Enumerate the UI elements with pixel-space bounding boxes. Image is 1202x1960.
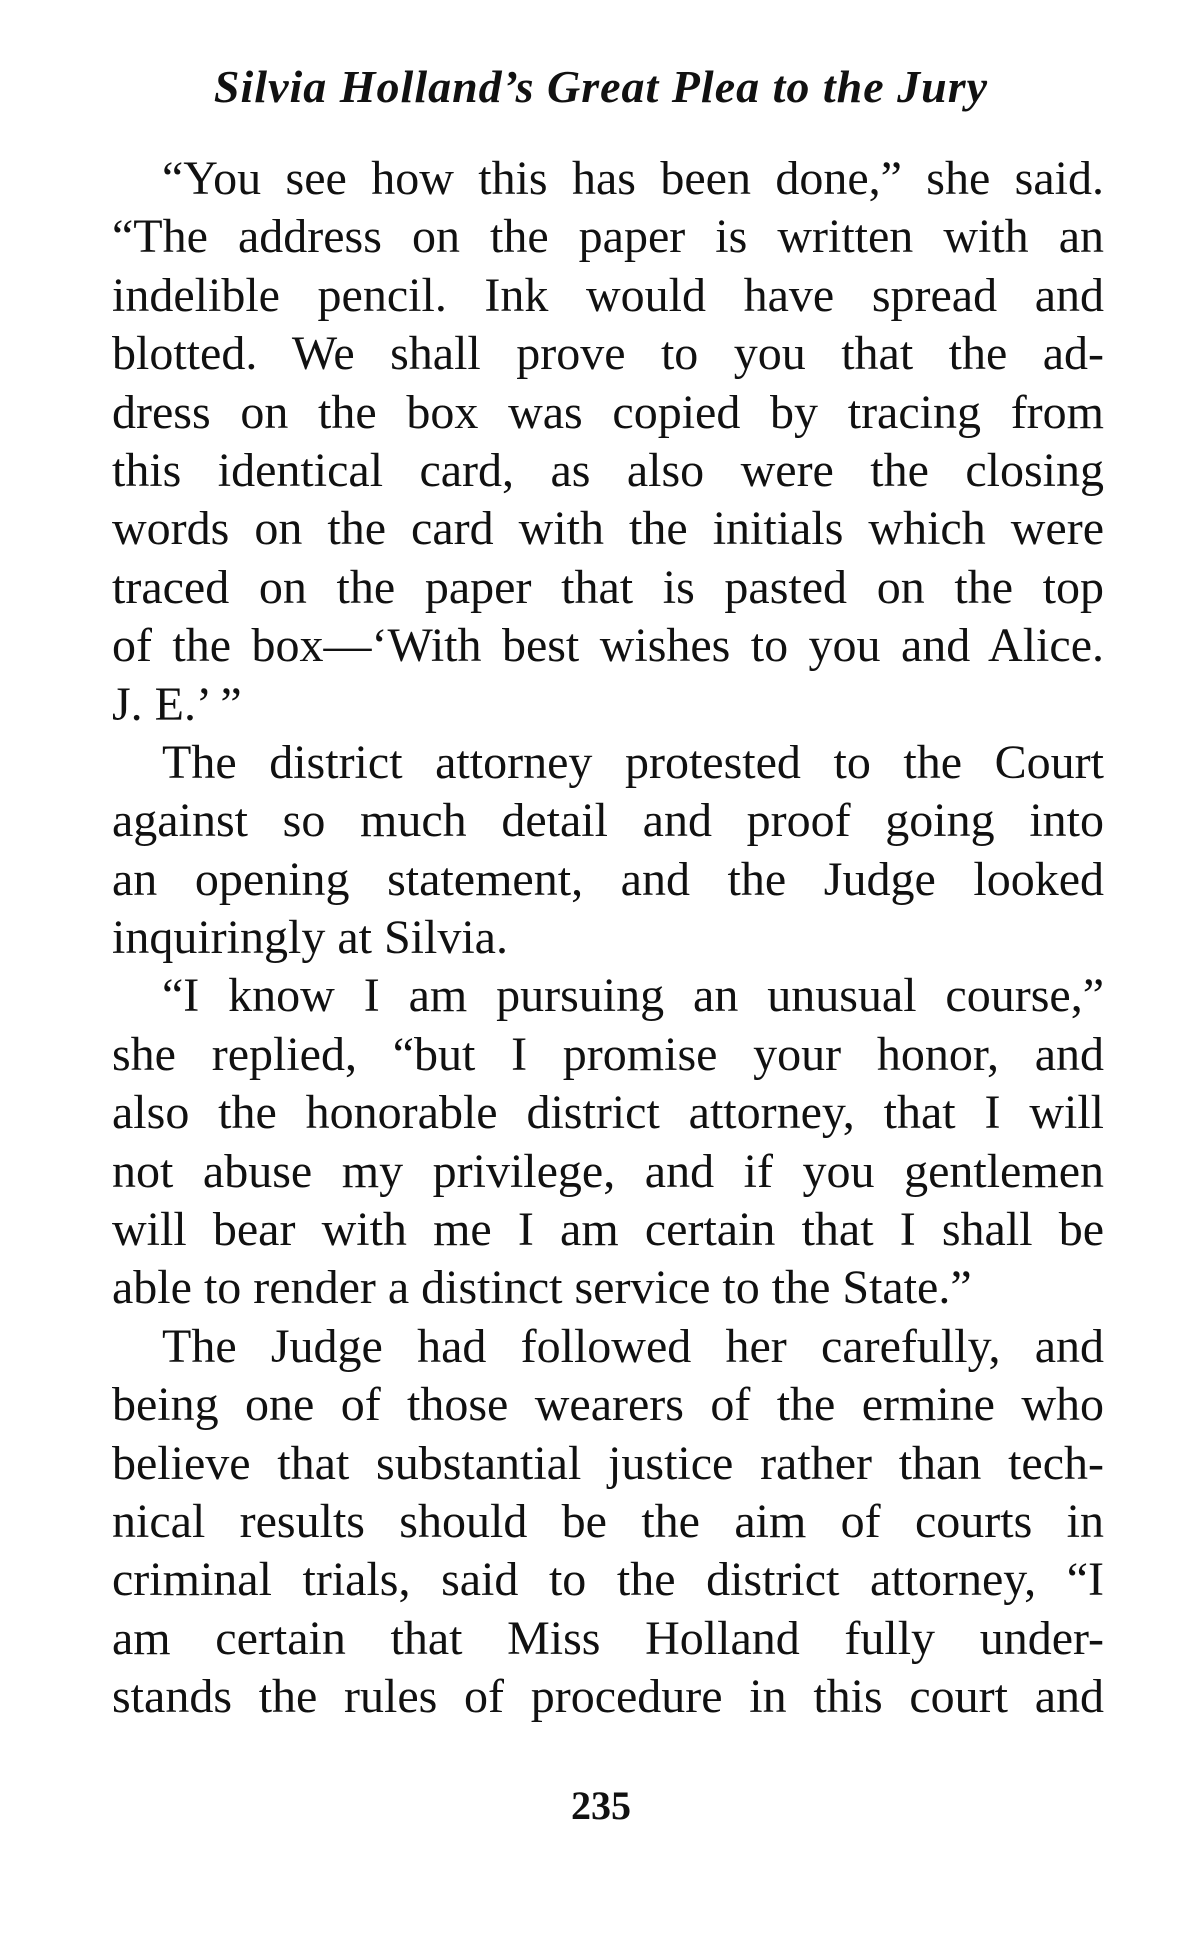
text-line: nical results should be the aim of courts in [112, 1494, 1104, 1548]
text-line: of the box—‘With best wishes to you and Alice. [112, 619, 1104, 673]
text-line: not abuse my privilege, and if you gentlemen [112, 1144, 1104, 1198]
text-line: “You see how this has been done,” she said. [162, 152, 1104, 205]
text-line: an opening statement, and the Judge looked [112, 852, 1104, 906]
text-line: she replied, “but I promise your honor, and [112, 1027, 1104, 1081]
text-line: blotted. We shall prove to you that the ad- [112, 327, 1104, 381]
running-head: Silvia Holland’s Great Plea to the Jury [213, 61, 989, 112]
text-line: The district attorney protested to the Court [162, 735, 1104, 789]
text-line: able to render a distinct service to the State.” [112, 1261, 972, 1315]
text-line: against so much detail and proof going into [112, 794, 1104, 848]
text-line: “I know I am pursuing an unusual course,” [162, 969, 1104, 1023]
text-line: dress on the box was copied by tracing from [112, 385, 1104, 439]
text-line: believe that substantial justice rather than tech- [112, 1436, 1104, 1490]
text-line: traced on the paper that is pasted on the top [112, 560, 1104, 614]
text-line: will bear with me I am certain that I shall be [112, 1203, 1104, 1257]
text-line: indelible pencil. Ink would have spread and [112, 268, 1104, 322]
paragraph [112, 1318, 1104, 1727]
text-line: stands the rules of procedure in this court and [112, 1670, 1104, 1724]
paragraph [112, 967, 1104, 1317]
text-line: this identical card, as also were the closing [112, 443, 1104, 497]
text-line: am certain that Miss Holland fully under- [112, 1611, 1104, 1665]
text-line: also the honorable district attorney, that I will [112, 1086, 1104, 1140]
text-line: words on the card with the initials which were [112, 502, 1104, 556]
body-text [112, 150, 1104, 1727]
text-line: inquiringly at Silvia. [112, 911, 508, 965]
text-line: The Judge had followed her carefully, and [162, 1319, 1104, 1373]
text-line: J. E.’ ” [112, 677, 242, 731]
page-number: 235 [571, 1783, 631, 1828]
paragraph [112, 150, 1104, 734]
paragraph [112, 734, 1104, 968]
text-line: criminal trials, said to the district attorney, “I [112, 1553, 1104, 1607]
text-line: “The address on the paper is written with an [112, 210, 1104, 264]
text-line: being one of those wearers of the ermine who [112, 1378, 1104, 1432]
